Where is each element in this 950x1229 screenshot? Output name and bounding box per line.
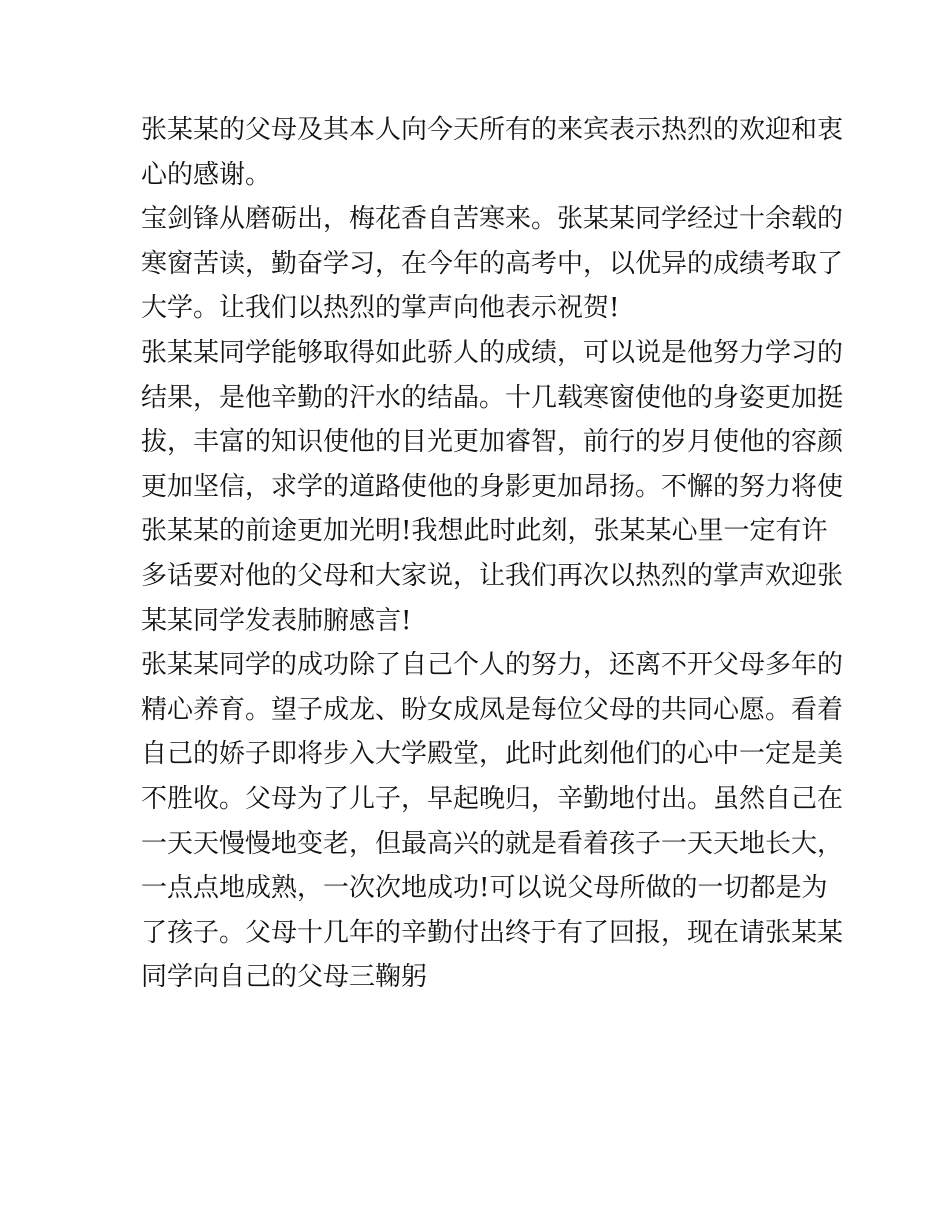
text-line: 寒窗苦读，勤奋学习，在今年的高考中，以优异的成绩考取了 — [141, 248, 844, 279]
text-line: 同学向自己的父母三鞠躬 — [141, 962, 428, 993]
text-line: 心的感谢。 — [141, 159, 272, 190]
text-line: 张某某的父母及其本人向今天所有的来宾表示热烈的欢迎和衷 — [141, 115, 844, 145]
text-line: 结果，是他辛勤的汗水的结晶。十几载寒窗使他的身姿更加挺 — [141, 382, 844, 413]
text-line: 自己的娇子即将步入大学殿堂，此时此刻他们的心中一定是美 — [141, 739, 844, 770]
text-line: 宝剑锋从磨砺出，梅花香自苦寒来。张某某同学经过十余载的 — [141, 204, 844, 235]
text-line: 大学。让我们以热烈的掌声向他表示祝贺! — [141, 293, 620, 324]
text-line: 精心养育。望子成龙、盼女成凤是每位父母的共同心愿。看着 — [141, 694, 844, 725]
text-line: 张某某同学的成功除了自己个人的努力，还离不开父母多年的 — [141, 650, 844, 681]
text-line: 更加坚信，求学的道路使他的身影更加昂扬。不懈的努力将使 — [141, 471, 844, 502]
text-line: 拔，丰富的知识使他的目光更加睿智，前行的岁月使他的容颜 — [141, 427, 844, 458]
text-line: 多话要对他的父母和大家说，让我们再次以热烈的掌声欢迎张 — [141, 560, 844, 591]
text-line: 张某某同学能够取得如此骄人的成绩，可以说是他努力学习的 — [141, 337, 844, 368]
text-line: 了孩子。父母十几年的辛勤付出终于有了回报，现在请张某某 — [141, 917, 844, 948]
speech-text — [141, 108, 844, 1000]
text-line: 一点点地成熟，一次次地成功!可以说父母所做的一切都是为 — [141, 873, 828, 904]
text-line: 不胜收。父母为了儿子，早起晚归，辛勤地付出。虽然自己在 — [141, 783, 844, 814]
text-line: 某某同学发表肺腑感言! — [141, 605, 412, 636]
text-line: 一天天慢慢地变老，但最高兴的就是看着孩子一天天地长大， — [141, 828, 844, 859]
text-line: 张某某的前途更加光明!我想此时此刻，张某某心里一定有许 — [141, 516, 828, 547]
